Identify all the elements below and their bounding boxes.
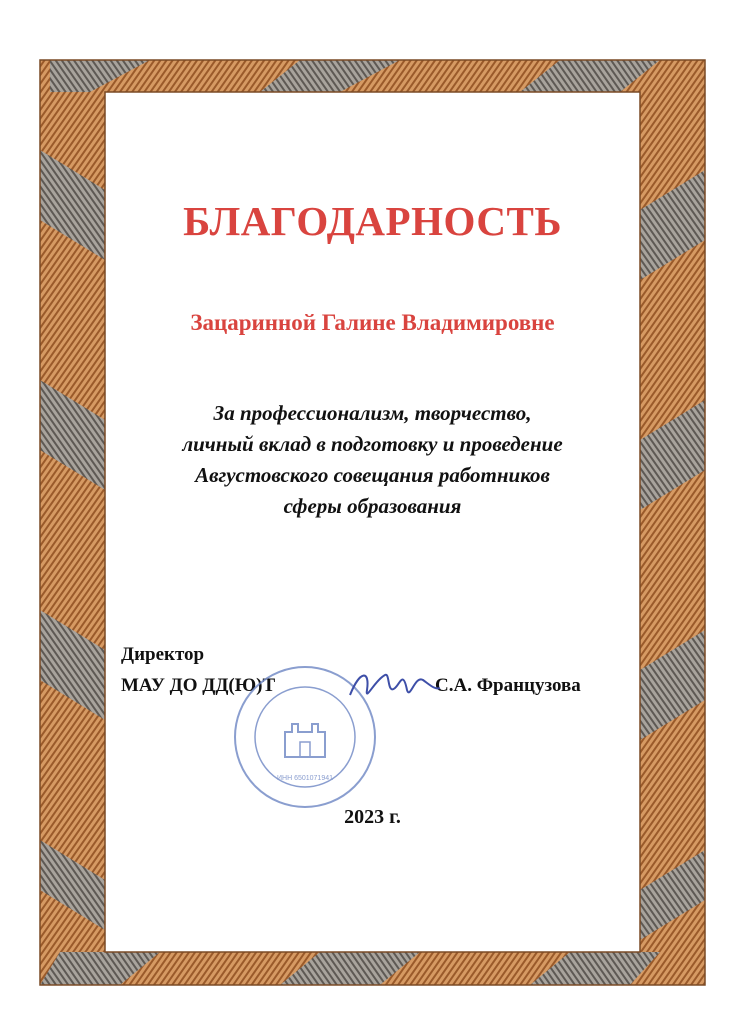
certificate-year: 2023 г.: [344, 806, 401, 828]
signatory-name: С.А. Французова: [435, 675, 581, 696]
signatory-organization: МАУ ДО ДД(Ю)Т: [121, 675, 276, 696]
stamp-inn: ИНН 6501071941: [276, 775, 334, 782]
award-reason-line: Августовского совещания работников: [195, 463, 550, 487]
stamp-castle-icon: [285, 724, 325, 757]
award-reason-line: За профессионализм, творчество,: [213, 401, 532, 425]
signatory-position: Директор: [121, 644, 205, 665]
recipient-name: Зацаринной Галине Владимировне: [190, 310, 555, 335]
award-reason-line: сферы образования: [283, 494, 462, 518]
certificate-title: БЛАГОДАРНОСТЬ: [183, 198, 562, 244]
award-reason: [100, 398, 645, 522]
award-reason-line: личный вклад в подготовку и проведение: [182, 432, 563, 456]
handwritten-signature: [345, 660, 445, 710]
